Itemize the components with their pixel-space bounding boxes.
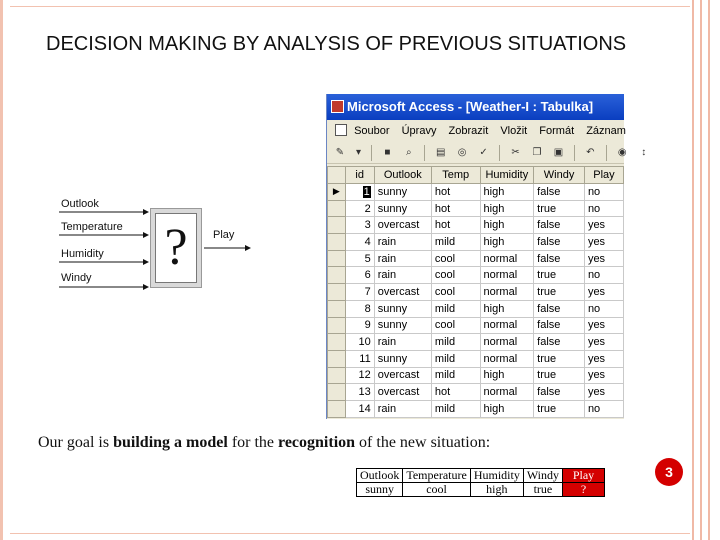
table-cell-id[interactable]: 5 (345, 250, 374, 267)
hyperlink-icon[interactable]: ◉ (617, 147, 627, 158)
search-icon[interactable]: ⌕ (406, 147, 412, 158)
table-row[interactable] (328, 200, 624, 217)
cut-icon[interactable]: ✂ (511, 147, 520, 158)
table-cell-outlook[interactable]: sunny (374, 184, 431, 201)
table-cell-humidity[interactable]: normal (480, 284, 534, 301)
spellcheck-icon[interactable]: ✓ (479, 147, 488, 158)
goal-text-1: Our goal is (38, 434, 114, 451)
table-cell-id[interactable]: 13 (345, 384, 374, 401)
slide-left-border (0, 0, 3, 540)
table-cell-windy[interactable]: true (534, 400, 585, 417)
row-selector[interactable] (328, 267, 346, 284)
table-cell-windy[interactable]: false (534, 317, 585, 334)
menu-zobrazit[interactable]: Zobrazit (448, 125, 489, 137)
table-cell-humidity[interactable]: normal (480, 267, 534, 284)
access-toolbar (327, 142, 647, 164)
new-situation-value: sunny (357, 483, 403, 497)
table-cell-id[interactable]: 8 (345, 300, 374, 317)
page-number-badge: 3 (655, 458, 683, 486)
paste-icon[interactable]: ▣ (553, 147, 564, 158)
access-window (326, 94, 647, 419)
row-selector[interactable] (328, 217, 346, 234)
goal-text-3: of the new situation: (355, 434, 491, 451)
print-preview-icon[interactable]: ◎ (457, 147, 467, 158)
table-cell-outlook[interactable]: sunny (374, 300, 431, 317)
table-cell-play[interactable]: yes (584, 234, 623, 251)
table-cell-play[interactable]: yes (584, 250, 623, 267)
menu-format[interactable]: Formát (539, 125, 575, 137)
table-cell-id[interactable]: 9 (345, 317, 374, 334)
table-cell-windy[interactable]: false (534, 300, 585, 317)
toolbar-separator (574, 145, 575, 161)
slide-bottom-border (10, 533, 690, 534)
slide-top-border (10, 6, 690, 7)
menu-soubor[interactable]: Soubor (354, 125, 390, 137)
table-cell-play[interactable]: no (584, 400, 623, 417)
new-situation-value: high (470, 483, 523, 497)
table-cell-humidity[interactable]: high (480, 234, 534, 251)
table-cell-windy[interactable]: false (534, 384, 585, 401)
row-selector[interactable] (328, 384, 346, 401)
input-label-outlook: Outlook (61, 198, 99, 210)
row-selector[interactable] (328, 284, 346, 301)
selected-id-value: 1 (363, 185, 370, 198)
table-header-row (328, 167, 624, 184)
table-cell-play[interactable]: no (584, 267, 623, 284)
document-icon[interactable] (335, 124, 347, 136)
table-cell-temp[interactable]: cool (431, 267, 480, 284)
table-cell-outlook[interactable]: overcast (374, 384, 431, 401)
table-cell-outlook[interactable]: sunny (374, 200, 431, 217)
new-situation-table (356, 468, 605, 497)
table-cell-humidity[interactable]: high (480, 367, 534, 384)
row-selector[interactable] (328, 400, 346, 417)
table-cell-play[interactable]: yes (584, 317, 623, 334)
table-cell-id[interactable]: 2 (345, 200, 374, 217)
table-cell-humidity[interactable]: high (480, 184, 534, 201)
table-cell-outlook[interactable]: overcast (374, 367, 431, 384)
table-cell-humidity[interactable]: high (480, 400, 534, 417)
table-cell-windy[interactable]: false (534, 234, 585, 251)
table-cell-temp[interactable]: cool (431, 284, 480, 301)
table-cell-windy[interactable]: true (534, 267, 585, 284)
table-cell-windy[interactable]: true (534, 200, 585, 217)
access-window-title: Microsoft Access - [Weather-I : Tabulka] (347, 99, 594, 114)
row-selector[interactable] (328, 200, 346, 217)
table-cell-temp[interactable]: hot (431, 384, 480, 401)
slide-right-stripe-2 (700, 0, 702, 540)
question-mark: ? (155, 213, 197, 283)
table-cell-outlook[interactable]: rain (374, 400, 431, 417)
table-cell-temp[interactable]: mild (431, 350, 480, 367)
table-cell-humidity[interactable]: normal (480, 334, 534, 351)
table-cell-id[interactable]: 4 (345, 234, 374, 251)
current-record-icon[interactable]: ▶ (328, 184, 346, 201)
row-selector[interactable] (328, 250, 346, 267)
row-selector[interactable] (328, 367, 346, 384)
new-situation-unknown-play: ? (563, 483, 605, 497)
records-table (327, 166, 624, 418)
table-cell-windy[interactable]: true (534, 350, 585, 367)
row-selector[interactable] (328, 317, 346, 334)
access-titlebar (327, 94, 624, 120)
table-cell-humidity[interactable]: high (480, 300, 534, 317)
table-cell-humidity[interactable]: high (480, 200, 534, 217)
table-cell-humidity[interactable]: normal (480, 384, 534, 401)
table-row[interactable] (328, 300, 624, 317)
row-selector[interactable] (328, 334, 346, 351)
column-header-outlook[interactable]: Outlook (374, 167, 431, 184)
save-icon[interactable]: ■ (384, 147, 391, 158)
new-situation-header-row (357, 469, 605, 483)
menu-zaznam[interactable]: Záznam (586, 125, 626, 137)
table-cell-id[interactable]: 7 (345, 284, 374, 301)
table-cell-temp[interactable]: hot (431, 217, 480, 234)
table-cell-humidity[interactable]: high (480, 217, 534, 234)
input-label-windy: Windy (61, 272, 92, 284)
print-icon[interactable]: ▤ (435, 147, 446, 158)
table-cell-play[interactable]: yes (584, 284, 623, 301)
table-row[interactable] (328, 367, 624, 384)
table-cell-temp[interactable]: mild (431, 367, 480, 384)
goal-text-2: for the (227, 434, 279, 451)
table-cell-id[interactable]: 12 (345, 367, 374, 384)
menu-vlozit[interactable]: Vložit (500, 125, 528, 137)
input-label-humidity: Humidity (61, 248, 104, 260)
row-selector[interactable] (328, 350, 346, 367)
new-situation-header: Humidity (470, 469, 523, 483)
table-cell-play[interactable]: no (584, 184, 623, 201)
table-row[interactable] (328, 317, 624, 334)
new-situation-value-row (357, 483, 605, 497)
dropdown-arrow-icon[interactable]: ▾ (355, 147, 361, 158)
table-cell-humidity[interactable]: normal (480, 350, 534, 367)
table-cell-id[interactable]: 3 (345, 217, 374, 234)
goal-bold-building-model: building a model (113, 434, 228, 451)
slide-right-stripe-3 (708, 0, 710, 540)
toolbar-separator (424, 145, 425, 161)
access-app-icon (331, 100, 344, 113)
decision-diagram (55, 192, 325, 292)
column-header-temp[interactable]: Temp (431, 167, 480, 184)
table-cell-windy[interactable]: false (534, 217, 585, 234)
menu-upravy[interactable]: Úpravy (401, 125, 437, 137)
table-cell-id[interactable]: 14 (345, 400, 374, 417)
table-row[interactable] (328, 217, 624, 234)
table-cell-windy[interactable]: true (534, 367, 585, 384)
row-selector[interactable] (328, 234, 346, 251)
column-header-id[interactable]: id (345, 167, 374, 184)
table-cell-outlook[interactable]: sunny (374, 350, 431, 367)
table-cell-temp[interactable]: cool (431, 250, 480, 267)
table-row[interactable] (328, 267, 624, 284)
table-cell-outlook[interactable]: rain (374, 234, 431, 251)
unknown-model-box (150, 208, 202, 288)
table-row[interactable] (328, 400, 624, 417)
column-header-humidity[interactable]: Humidity (480, 167, 534, 184)
design-view-icon[interactable]: ✎ (335, 147, 345, 158)
table-cell-temp[interactable]: mild (431, 400, 480, 417)
table-cell-outlook[interactable]: overcast (374, 284, 431, 301)
table-row[interactable] (328, 184, 624, 201)
undo-icon[interactable]: ↶ (586, 147, 595, 158)
copy-icon[interactable]: ❐ (532, 147, 542, 158)
table-cell-humidity[interactable]: normal (480, 317, 534, 334)
toolbar-separator (606, 145, 607, 161)
table-cell-temp[interactable]: cool (431, 317, 480, 334)
output-label-play: Play (213, 229, 235, 241)
table-row[interactable] (328, 334, 624, 351)
table-cell-outlook[interactable]: rain (374, 334, 431, 351)
new-situation-header: Temperature (403, 469, 470, 483)
table-cell-windy[interactable]: false (534, 334, 585, 351)
new-situation-header: Outlook (357, 469, 403, 483)
table-cell-play[interactable]: yes (584, 217, 623, 234)
access-menubar (327, 120, 624, 142)
table-cell-temp[interactable]: mild (431, 334, 480, 351)
table-row[interactable] (328, 350, 624, 367)
table-cell-play[interactable]: no (584, 300, 623, 317)
toolbar-separator (499, 145, 500, 161)
table-cell-temp[interactable]: hot (431, 184, 480, 201)
table-row[interactable] (328, 250, 624, 267)
sort-ascending-icon[interactable]: ↕ (641, 147, 647, 158)
table-cell-outlook[interactable]: overcast (374, 217, 431, 234)
new-situation-value: cool (403, 483, 470, 497)
table-cell-outlook[interactable]: rain (374, 267, 431, 284)
table-cell-temp[interactable]: mild (431, 234, 480, 251)
table-cell-outlook[interactable]: sunny (374, 317, 431, 334)
table-row[interactable] (328, 384, 624, 401)
table-row[interactable] (328, 284, 624, 301)
column-header-windy[interactable]: Windy (534, 167, 585, 184)
toolbar-separator (371, 145, 372, 161)
table-cell-id[interactable]: 10 (345, 334, 374, 351)
table-cell-outlook[interactable]: rain (374, 250, 431, 267)
row-selector-header (328, 167, 346, 184)
new-situation-value: true (523, 483, 562, 497)
table-cell-play[interactable]: no (584, 200, 623, 217)
table-cell-id[interactable]: 6 (345, 267, 374, 284)
table-cell-play[interactable]: yes (584, 367, 623, 384)
table-cell-humidity[interactable]: normal (480, 250, 534, 267)
table-cell-temp[interactable]: mild (431, 300, 480, 317)
table-cell-play[interactable]: yes (584, 350, 623, 367)
slide-right-stripe-1 (692, 0, 694, 540)
row-selector[interactable] (328, 300, 346, 317)
input-label-temperature: Temperature (61, 221, 123, 233)
column-header-play[interactable]: Play (584, 167, 623, 184)
table-cell-windy[interactable]: false (534, 184, 585, 201)
table-cell-windy[interactable]: false (534, 250, 585, 267)
new-situation-header: Windy (523, 469, 562, 483)
table-cell-windy[interactable]: true (534, 284, 585, 301)
table-cell-id[interactable]: 11 (345, 350, 374, 367)
goal-bold-recognition: recognition (278, 434, 356, 451)
table-cell-play[interactable]: yes (584, 384, 623, 401)
table-cell-id[interactable] (345, 184, 374, 201)
goal-statement (38, 434, 490, 452)
table-cell-play[interactable]: yes (584, 334, 623, 351)
table-cell-temp[interactable]: hot (431, 200, 480, 217)
slide-title: DECISION MAKING BY ANALYSIS OF PREVIOUS SITUATIONS (46, 33, 627, 55)
table-row[interactable] (328, 234, 624, 251)
new-situation-header-play: Play (563, 469, 605, 483)
